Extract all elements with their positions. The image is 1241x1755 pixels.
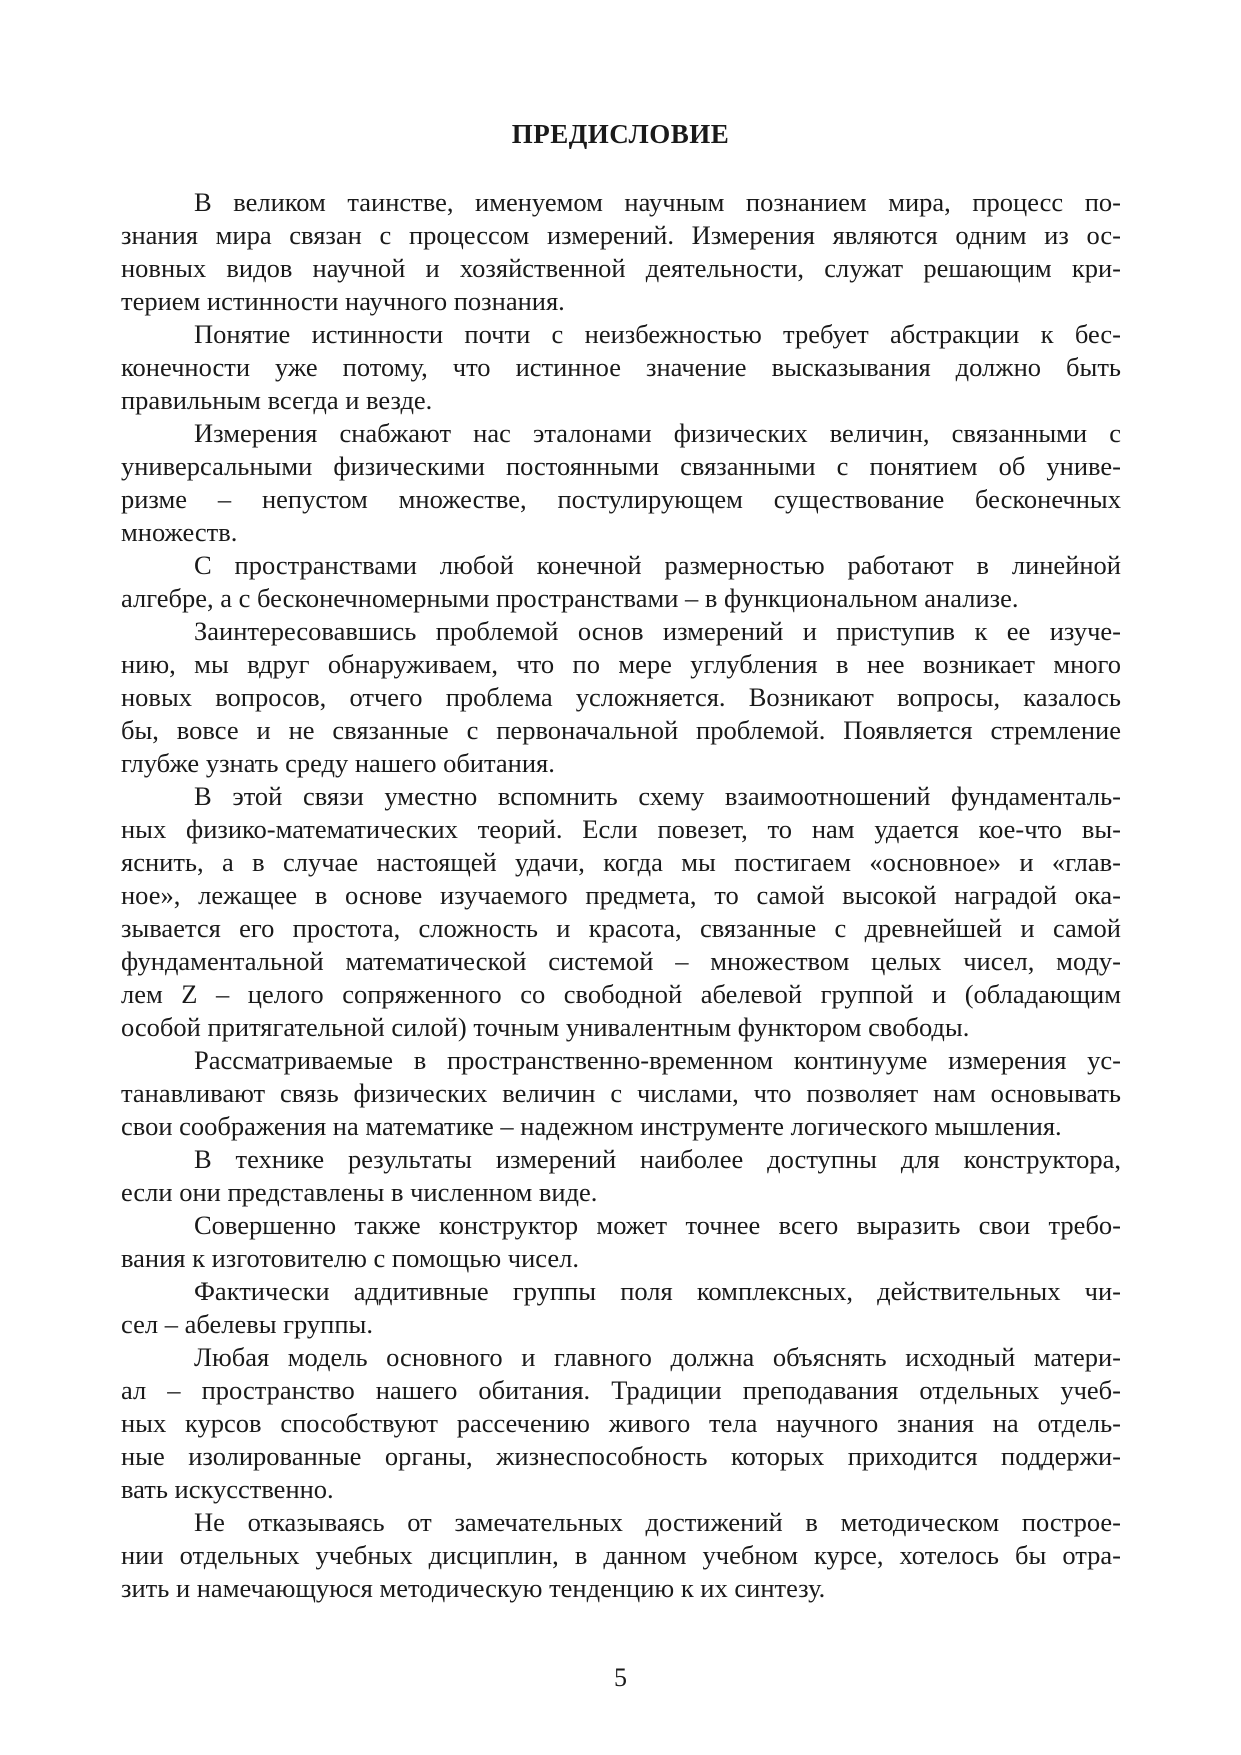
text-line: фундаментальной математической системой – множеством целых чисел, моду-	[121, 946, 1121, 976]
text-line: вать искусственно.	[121, 1474, 334, 1504]
paragraph	[121, 549, 1121, 615]
text-line: универсальными физическими постоянными связанными с понятием об униве-	[121, 451, 1121, 481]
text-line: зывается его простота, сложность и красота, связанные с древнейшей и самой	[121, 913, 1121, 943]
text-line: если они представлены в численном виде.	[121, 1177, 598, 1207]
text-line: лем Z – целого сопряженного со свободной абелевой группой и (обладающим	[121, 979, 1121, 1009]
text-line: Рассматриваемые в пространственно-временном континууме измерения ус-	[194, 1045, 1121, 1075]
page-number: 5	[614, 1663, 627, 1692]
text-line: бы, вовсе и не связанные с первоначальной проблемой. Появляется стремление	[121, 715, 1121, 745]
text-line: зить и намечающуюся методическую тенденцию к их синтезу.	[121, 1573, 826, 1603]
text-line: ризме – непустом множестве, постулирующем существование бесконечных	[121, 484, 1121, 514]
text-line: ное», лежащее в основе изучаемого предмета, то самой высокой наградой ока-	[121, 880, 1121, 910]
text-line: ных физико-математических теорий. Если повезет, то нам удается кое-что вы-	[121, 814, 1121, 844]
text-line: новных видов научной и хозяйственной деятельности, служат решающим кри-	[121, 253, 1121, 283]
text-line: ал – пространство нашего обитания. Традиции преподавания отдельных учеб-	[121, 1375, 1121, 1405]
text-line: В технике результаты измерений наиболее доступны для конструктора,	[194, 1144, 1121, 1174]
text-line: сел – абелевы группы.	[121, 1309, 373, 1339]
paragraph	[121, 780, 1121, 1044]
text-line: конечности уже потому, что истинное значение высказывания должно быть	[121, 352, 1121, 382]
text-line: Не отказываясь от замечательных достижений в методическом построе-	[194, 1507, 1121, 1537]
text-line: свои соображения на математике – надежном инструменте логического мышления.	[121, 1111, 1062, 1141]
text-line: В этой связи уместно вспомнить схему взаимоотношений фундаменталь-	[194, 781, 1121, 811]
text-line: С пространствами любой конечной размерностью работают в линейной	[194, 550, 1121, 580]
paragraph	[121, 615, 1121, 780]
text-line: яснить, а в случае настоящей удачи, когда мы постигаем «основное» и «глав-	[121, 847, 1121, 877]
text-line: Заинтересовавшись проблемой основ измерений и приступив к ее изуче-	[194, 616, 1121, 646]
text-line: нию, мы вдруг обнаруживаем, что по мере углубления в нее возникает много	[121, 649, 1121, 679]
text-line: Измерения снабжают нас эталонами физических величин, связанными с	[194, 418, 1121, 448]
paragraph	[121, 417, 1121, 549]
text-line: алгебре, а с бесконечномерными пространствами – в функциональном анализе.	[121, 583, 1019, 613]
text-line: особой притягательной силой) точным унивалентным функтором свободы.	[121, 1012, 970, 1042]
text-line: знания мира связан с процессом измерений. Измерения являются одним из ос-	[121, 220, 1121, 250]
paragraph	[121, 1044, 1121, 1143]
paragraph	[121, 1275, 1121, 1341]
text-line: В великом таинстве, именуемом научным познанием мира, процесс по-	[194, 187, 1121, 217]
page-title: ПРЕДИСЛОВИЕ	[511, 119, 730, 149]
text-line: Совершенно также конструктор может точнее всего выразить свои требо-	[194, 1210, 1121, 1240]
text-line: правильным всегда и везде.	[121, 385, 433, 415]
paragraph	[121, 1341, 1121, 1506]
text-line: множеств.	[121, 517, 238, 547]
text-line: терием истинности научного познания.	[121, 286, 565, 316]
text-line: Любая модель основного и главного должна объяснять исходный матери-	[194, 1342, 1121, 1372]
text-body	[121, 186, 1121, 1605]
text-line: Понятие истинности почти с неизбежностью требует абстракции к бес-	[194, 319, 1121, 349]
text-line: ные изолированные органы, жизнеспособность которых приходится поддержи-	[121, 1441, 1121, 1471]
paragraph	[121, 186, 1121, 318]
paragraph	[121, 1506, 1121, 1605]
text-line: танавливают связь физических величин с числами, что позволяет нам основывать	[121, 1078, 1121, 1108]
paragraph	[121, 318, 1121, 417]
text-line: новых вопросов, отчего проблема усложняется. Возникают вопросы, казалось	[121, 682, 1121, 712]
text-line: нии отдельных учебных дисциплин, в данном учебном курсе, хотелось бы отра-	[121, 1540, 1121, 1570]
text-line: Фактически аддитивные группы поля комплексных, действительных чи-	[194, 1276, 1121, 1306]
text-line: вания к изготовителю с помощью чисел.	[121, 1243, 579, 1273]
text-line: глубже узнать среду нашего обитания.	[121, 748, 555, 778]
text-line: ных курсов способствуют рассечению живого тела научного знания на отдель-	[121, 1408, 1121, 1438]
paragraph	[121, 1209, 1121, 1275]
paragraph	[121, 1143, 1121, 1209]
